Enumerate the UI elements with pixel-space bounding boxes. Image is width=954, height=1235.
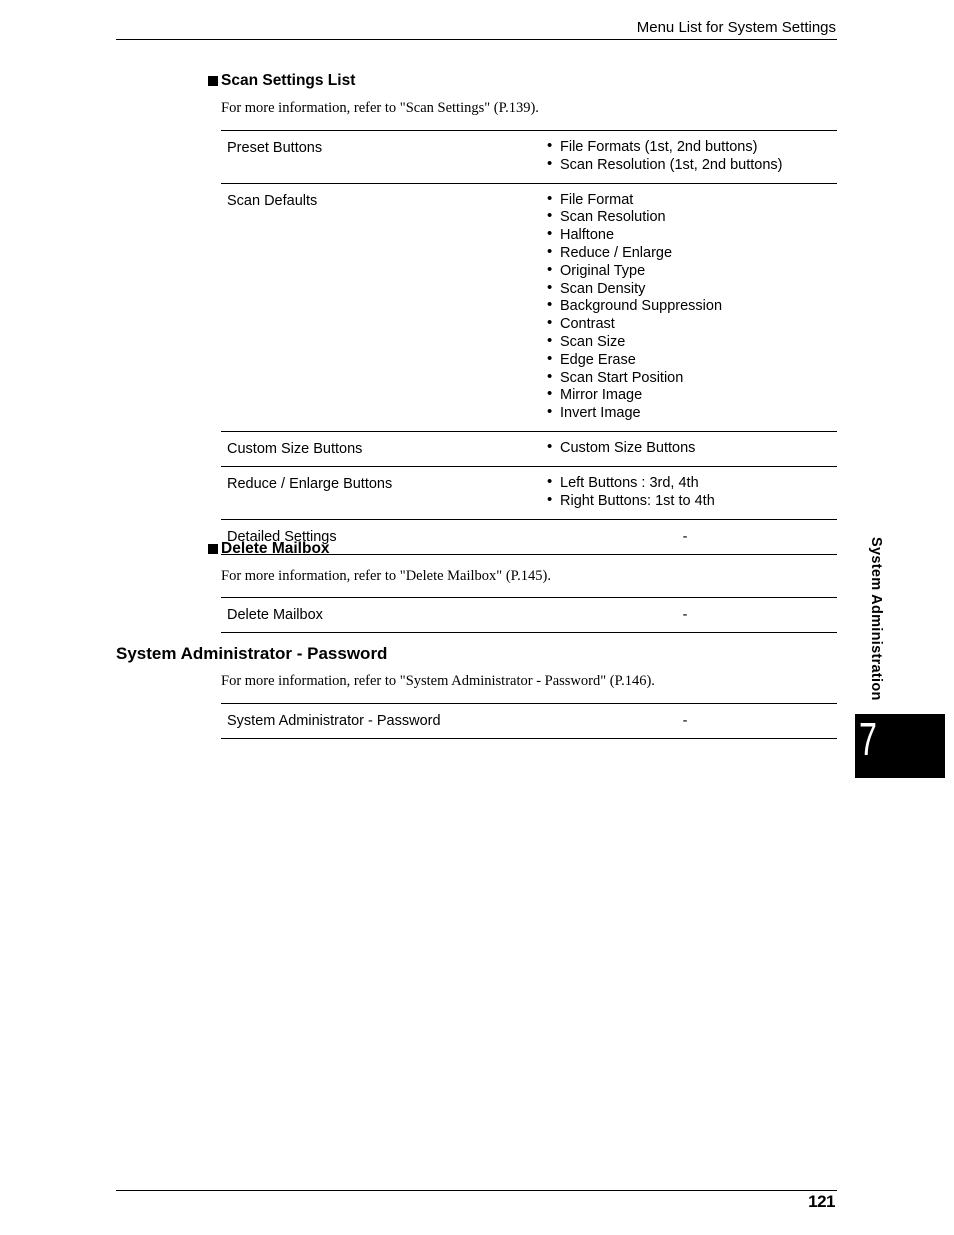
- page-number: 121: [808, 1192, 835, 1211]
- scan-settings-heading: [208, 72, 355, 90]
- table-row: [221, 431, 837, 466]
- square-bullet-icon: [208, 544, 218, 554]
- scan-settings-note: For more information, refer to "Scan Settings" (P.139).: [221, 100, 539, 116]
- row-label: Detailed Settings: [227, 528, 337, 545]
- list-item: • Reduce / Enlarge: [541, 245, 837, 263]
- row-label: Custom Size Buttons: [227, 440, 363, 457]
- list-item: • Scan Density: [541, 281, 837, 299]
- delete-mailbox-table: [221, 597, 837, 633]
- chapter-number: 7: [859, 713, 877, 765]
- row-label: System Administrator - Password: [227, 713, 441, 729]
- row-value: -: [682, 528, 688, 545]
- row-value: -: [682, 713, 688, 729]
- list-item: • Scan Start Position: [541, 370, 837, 388]
- scan-settings-heading-text: Scan Settings List: [221, 72, 356, 89]
- table-row: [221, 131, 837, 184]
- sys-admin-password-heading: System Administrator - Password: [116, 644, 388, 663]
- row-label: Scan Defaults: [227, 192, 318, 209]
- delete-mailbox-heading-text: Delete Mailbox: [221, 540, 330, 557]
- list-item: • Custom Size Buttons: [541, 440, 837, 458]
- list-item: • Contrast: [541, 316, 837, 334]
- list-item: • File Formats (1st, 2nd buttons): [541, 139, 837, 157]
- list-item: • Halftone: [541, 227, 837, 245]
- list-item: • Background Suppression: [541, 298, 837, 316]
- table-row: [221, 598, 837, 633]
- list-item: • File Format: [541, 192, 837, 210]
- list-item: • Mirror Image: [541, 387, 837, 405]
- chapter-tab: [855, 714, 945, 778]
- row-label: Delete Mailbox: [227, 607, 323, 623]
- list-item: • Edge Erase: [541, 352, 837, 370]
- list-item: • Scan Resolution (1st, 2nd buttons): [541, 157, 837, 175]
- row-value: -: [682, 607, 688, 623]
- list-item: • Scan Size: [541, 334, 837, 352]
- footer-rule: [116, 1190, 837, 1191]
- header-rule: [116, 39, 837, 40]
- table-row: [221, 704, 837, 739]
- list-item: • Original Type: [541, 263, 837, 281]
- row-items: [533, 466, 837, 519]
- list-item: • Left Buttons : 3rd, 4th: [541, 475, 837, 493]
- square-bullet-icon: [208, 76, 218, 86]
- row-items: [533, 431, 837, 466]
- running-header: Menu List for System Settings: [636, 19, 836, 36]
- list-item: • Right Buttons: 1st to 4th: [541, 493, 837, 511]
- scan-settings-table: [221, 130, 837, 555]
- table-row: [221, 466, 837, 519]
- row-label: Preset Buttons: [227, 140, 323, 156]
- sys-admin-password-table: [221, 703, 837, 739]
- delete-mailbox-heading: [208, 540, 330, 558]
- list-item: • Scan Resolution: [541, 209, 837, 227]
- row-items: [533, 131, 837, 184]
- chapter-side-label: System Administration: [868, 537, 884, 701]
- list-item: • Invert Image: [541, 405, 837, 423]
- row-label: Reduce / Enlarge Buttons: [227, 475, 393, 492]
- delete-mailbox-note: For more information, refer to "Delete Mailbox" (P.145).: [221, 568, 551, 584]
- sys-admin-password-note: For more information, refer to "System Administrator - Password" (P.146).: [221, 673, 655, 689]
- row-items: [533, 183, 837, 431]
- table-row: [221, 183, 837, 431]
